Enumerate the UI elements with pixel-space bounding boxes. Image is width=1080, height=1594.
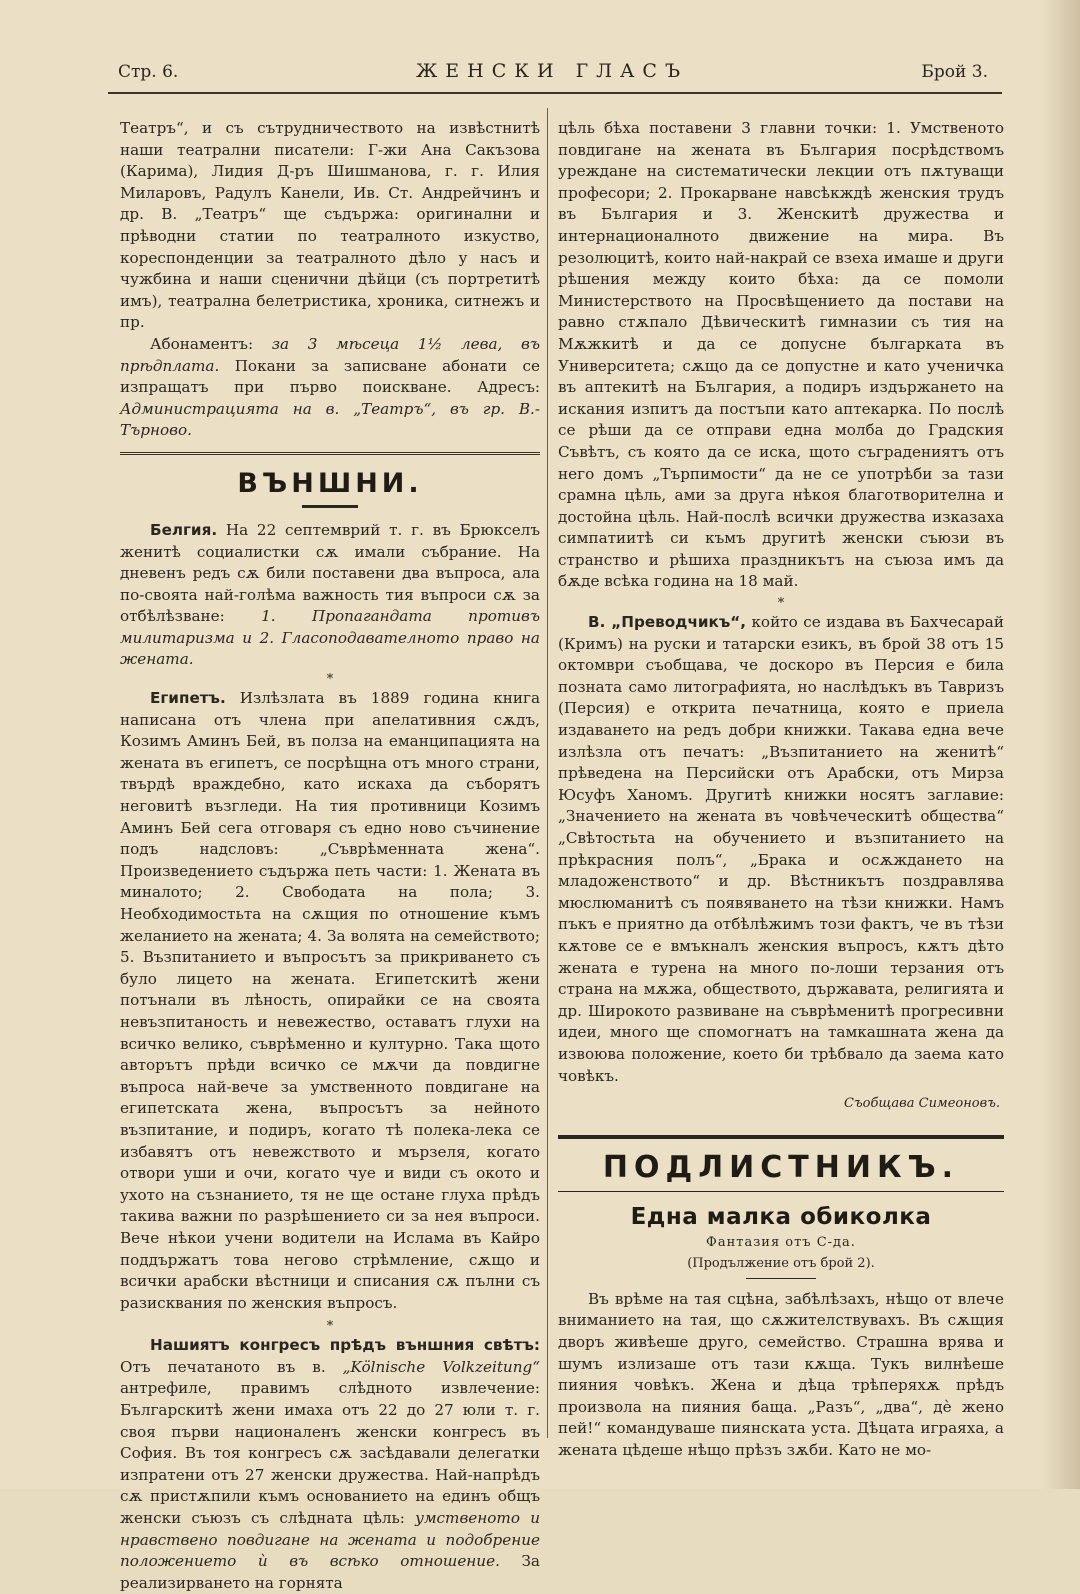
- congress-text: Отъ печатаното въ в.: [120, 1357, 343, 1376]
- perevodchik-heading: В. „Преводчикъ“,: [588, 613, 746, 632]
- perevodchik-article: [558, 612, 1004, 1087]
- egypt-article: [120, 688, 540, 1314]
- story-text: Въ врѣме на тая сцѣна, забѣлѣзахъ, нѣщо от влече вниманието на тая, що сѫжителствувахъ. Въ сѫщия дворъ живѣеше друго, семейство. Страшна врява и шумъ излизаше отъ тази кѫща. Тукъ вилнѣеше пияния човѣкъ. Жена и дѣца трѣперяхѫ прѣдъ произвола на пияния баща. „Разъ“, „два“, дѐ жено пей!“ командуваше пиянската уста. Дѣцата играяха, а жената цѣдеше нѣщо прѣзъ зѫби. Като не мо-: [558, 1289, 1004, 1459]
- egypt-heading: Египетъ.: [150, 689, 226, 708]
- signature: Съобщава Симеоновъ.: [844, 1096, 1000, 1112]
- congress-continued: цѣль бѣха поставени 3 главни точки: 1. Умственото повдигане на жената въ България посрѣдствомъ уреждане на систематически лекции отъ пѫтуващи професори; 2. Прокарване навсѣкждѣ женския трудъ въ България и 3. Женскитѣ дружества и интернационалното движение на мира. Въ резолюцитѣ, които най-накрай се взеха имаше и други рѣшения между които бѣха: да се помоли Министерството на Просвѣщението да постави на равно стѫпало Дѣвическитѣ гимназии съ тия на Мѫжкитѣ и да се допусне българката въ Университета; сѫщо да се допустне и като ученичка въ аптекитѣ на България, а подиръ издържането на искания изпитъ да постъпи като аптекарка. По послѣ се рѣши да се отправи една молба до Градския Съвѣтъ, съ която да се иска, щото съградениятъ отъ него домъ „Търпимости“ да не се употрѣби за тази срамна цѣль, ами за друга нѣкоя благотворителна и достойна цѣль. Най-послѣ всички дружества изказаха симпатиитѣ си къмъ другитѣ женски съюзи въ странство и рѣшиха праздникътъ на съюза имъ да бѫде всѣка година на 18 май.: [558, 119, 1004, 591]
- subscription-paragraph: [120, 334, 540, 442]
- title-underline: [302, 505, 358, 508]
- congress-text: За реализирването на горнята: [120, 1552, 540, 1592]
- story-title: Една малка обиколка: [630, 1203, 932, 1230]
- congress-heading: Нашиятъ конгресъ прѣдъ външния свѣтъ:: [150, 1336, 540, 1355]
- feuilleton-separator: [558, 1135, 1004, 1139]
- star-separator: *: [326, 1319, 334, 1335]
- star-separator: *: [326, 672, 334, 688]
- star-separator: *: [777, 596, 785, 612]
- subscription-address: Администрацията на в. „Театръ“, въ гр. В.-Търново.: [120, 399, 540, 440]
- running-head: [112, 60, 992, 90]
- column-divider: [547, 108, 548, 1438]
- belgium-text: На 22 септемврий т. г. въ Брюкселъ женитѣ социалистки сѫ имали събрание. На дневенъ редъ сѫ били поставени два въпроса, ала по-своята най-голѣма важность тия въпроси сѫ за отбѣлѣзване:: [120, 520, 540, 626]
- section-separator: [120, 452, 540, 455]
- issue-number: Брой 3.: [921, 62, 988, 82]
- page-number: Стр. 6.: [118, 62, 179, 82]
- perevodchik-text: който се издава въ Бахчесарай (Кримъ) на руски и татарски езикъ, въ брой 38 отъ 15 октомври съобщава, че доскоро въ Персия е била позната само литографията, но наслѣдъкъ въ Тавризъ (Персия) е открита печатница, която е приела издаването на редъ добри книжки. Такава една вече излѣзла отъ печатъ: „Възпитанието на женитѣ“ прѣведена на Персийски отъ Арабски, отъ Мирза Юсуфъ Ханомъ. Другитѣ книжки носятъ заглавие: „Значението на жената въ човѣчеческитѣ общества“ „Свѣтостьта на обучението и възпитанието на прѣкрасния полъ“, „Брака и осѫждането на младоженството“ и др. Вѣстникътъ поздравлява мюслюманитѣ съ появяването на тѣзи книжки. Намъ пъкъ е приятно да отбѣлѣжимъ този фактъ, че въ тѣзи кѫтове се е вмъкналъ женския въпросъ, кѫтъ дѣто жената е турена на много по-лоши терзания отъ страна на мѫжа, обществото, държавата, религията и др. Широкото развиване на съврѣменитѣ прогресивни идеи, много ще спомогнатъ на тамкашната жена да извоюва положение, което би трѣбвало да заема като човѣкъ.: [558, 613, 1004, 1085]
- header-rule: [108, 92, 1002, 94]
- congress-text: антрефиле, правимъ слѣдното извлечение: Българскитѣ жени имаха отъ 22 до 27 юли т. г. своя първи националенъ женски конгресъ въ София. Въ тоя конгресъ сѫ засѣдавали делегатки изпратени отъ 27 женски дружества. Най-напрѣдъ сѫ пристѫпили къмъ основанието на единъ общъ женски съюзъ съ слѣдната цѣль:: [120, 1379, 540, 1528]
- theatre-paragraph: Театръ“, и съ сътрудничеството на извѣстнитѣ наши театрални писатели: Г-жи Ана Сакъзова (Карима), Лидия Д-ръ Шишманова, г. г. Илия Миларовъ, Радулъ Канели, Ив. Ст. Андрейчинъ и др. В. „Театръ“ ще съдържа: оригинални и прѣводни статии по театралното изкуство, кореспонденции за театралното дѣло у насъ и чужбина и наши сценични дѣйци (съ портретитѣ имъ), театрална белетристика, хроника, ситнежъ и пр.: [120, 119, 540, 332]
- feuilleton-rule: [558, 1191, 1004, 1192]
- subscription-label: Абонаментъ:: [150, 334, 272, 353]
- story-rule: [746, 1278, 816, 1279]
- belgium-article: [120, 520, 540, 671]
- belgium-heading: Белгия.: [150, 520, 218, 539]
- right-column: [558, 118, 1004, 1461]
- section-title: ВЪНШНИ.: [237, 467, 423, 499]
- story-subtitle: Фантазия отъ С-дa.: [706, 1234, 856, 1250]
- subscription-text: Покани за записване абонати се изпращатъ при първо поискване. Адресъ:: [120, 356, 540, 397]
- left-column: [120, 118, 540, 1594]
- journal-title: ЖЕНСКИ ГЛАСЪ: [415, 60, 689, 82]
- congress-article: [120, 1335, 540, 1594]
- subscription-price: за 3 мѣсеца 1½ лева, въ прѣдплата.: [120, 334, 540, 375]
- feuilleton-title: ПОДЛИСТНИКЪ.: [602, 1149, 960, 1185]
- congress-goal: умственото и нравствено повдигане на жената и подобрение положението ѝ въ всѣко отношение.: [120, 1509, 540, 1571]
- egypt-text: Излѣзлата въ 1889 година книга написана отъ члена при апелативния сѫдъ, Козимъ Аминъ Бей, въ полза на еманципацията на жената въ египетъ, се посрѣщна отъ много страни, твърдѣ враждебно, като искаха да съборятъ неговитѣ възгледи. На тия противници Козимъ Аминъ Бей сега отговаря съ едно ново съчинение подъ надсловъ: „Съврѣменната жена“. Произведението съдържа петь части: 1. Жената въ миналото; 2. Свободата на пола; 3. Необходимостьта на сѫщия по отношение къмъ желанието на жената; 4. За волята на семейството; 5. Възпитанието и въпросътъ за прикриването съ було лицето на жената. Египетскитѣ жени потънали въ лѣность, опирайки се на своята невъзпитаность и невежество, оставатъ глухи на всичко велико, съврѣменно и културно. Така щото авторътъ прѣди всичко се мѫчи да повдигне въпроса най-вече за умственното повдигане на египетската жена, въпросътъ за нейното възпитание, и подиръ, когато тѣ полека-лека се избавятъ отъ невежството и мързеля, когато отвори уши и очи, когато чуе и види съ окото и ухото на съзнанието, тя не ще остане глуха прѣдъ такива важни по разрѣшението си за нея въпроси. Вече нѣкои учени водители на Ислама въ Кайро поддържатъ това негово стрѣмление, сѫщо и всички арабски вѣстници и списания сѫ пълни съ разисквания по женския въпросъ.: [120, 689, 540, 1312]
- newspaper-name: „Kölnische Volkzeitung“: [342, 1357, 540, 1376]
- story-continuation: (Продължение отъ брой 2).: [687, 1255, 875, 1271]
- belgium-topics: 1. Пропагандата противъ милитаризма и 2. Гласоподавателното право на жената.: [120, 607, 540, 669]
